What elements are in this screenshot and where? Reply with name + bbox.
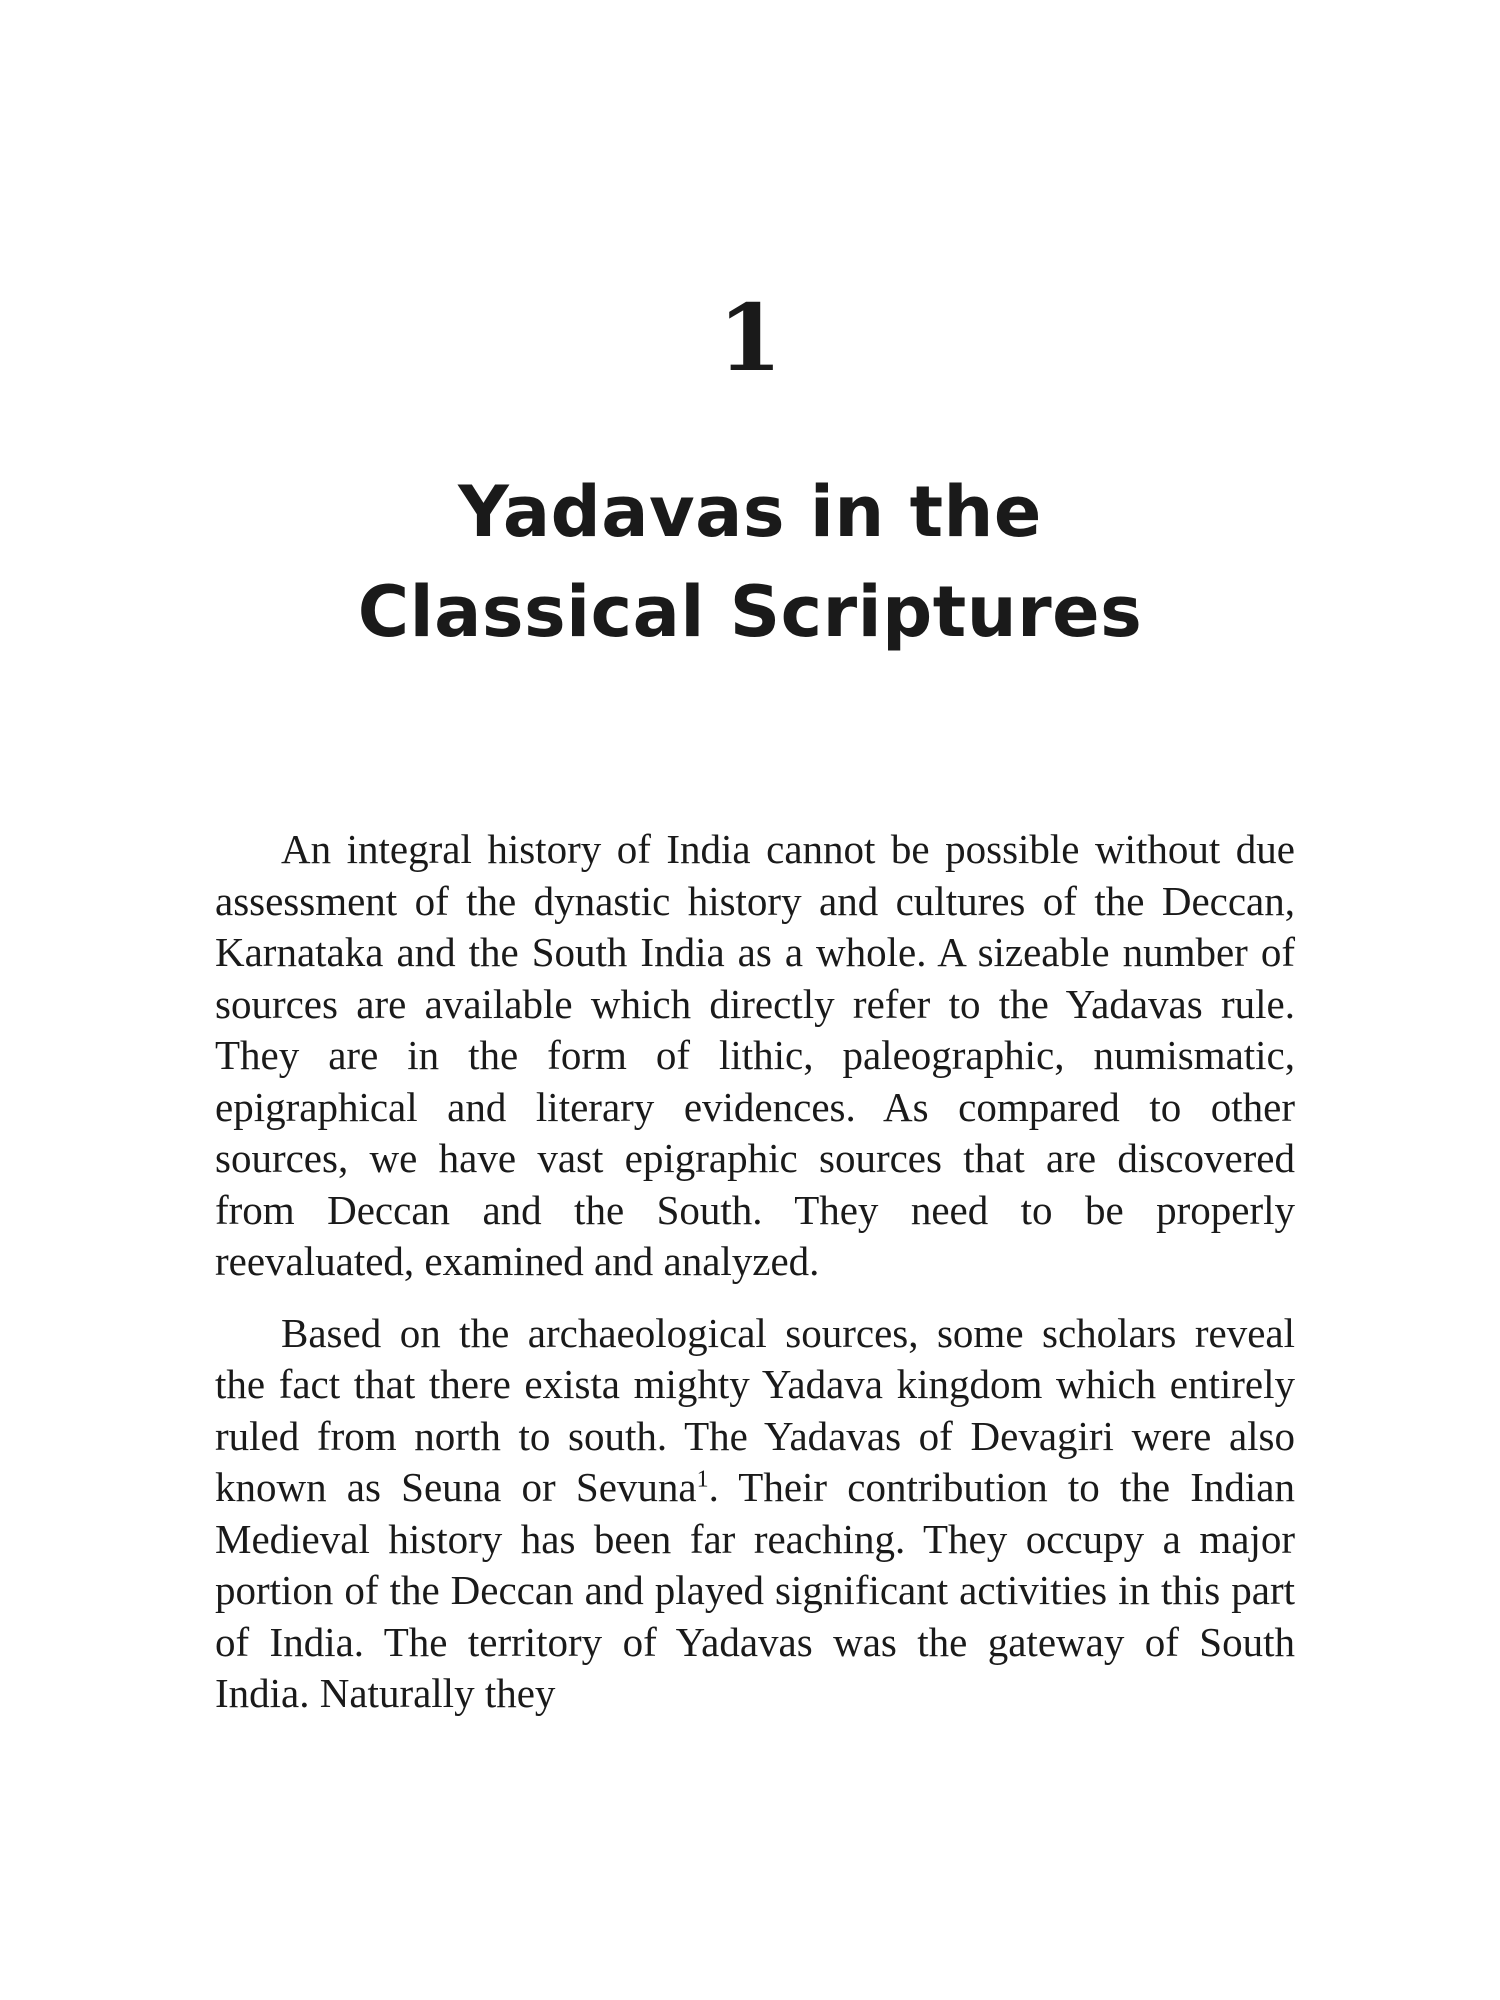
chapter-number: 1 xyxy=(717,284,782,392)
body-text xyxy=(215,824,1295,1740)
paragraph-2-text-before-note: Based on the archaeological sources, some scholars reveal the fact that there exista mighty Yadava kingdom which entirely ruled from north to south. The Yadavas of Devagiri were also known as Seuna or Sevuna xyxy=(215,1309,1295,1510)
chapter-title-line-2: Classical Scriptures xyxy=(357,571,1143,653)
paragraph-2-text-after-note: . Their contribution to the Indian Medieval history has been far reaching. They occupy a major portion of the Deccan and played significant activities in this part of India. The territory of Yadavas was the gateway of South India. Naturally they xyxy=(215,1464,1295,1716)
chapter-title-line-1: Yadavas in the xyxy=(458,471,1042,553)
paragraph-2 xyxy=(215,1308,1295,1720)
paragraph-1: An integral history of India cannot be possible without due assessment of the dynastic history and cultures of the Deccan, Karnataka and the South India as a whole. A sizeable number of sources are available which directly refer to the Yadavas rule. They are in the form of lithic, paleographic, numismatic, epigraphical and literary evidences. As compared to other sources, we have vast epigraphic sources that are discovered from Deccan and the South. They need to be properly reevaluated, examined and analyzed. xyxy=(215,826,1295,1284)
chapter-title xyxy=(0,462,1500,662)
footnote-reference: 1 xyxy=(696,1466,709,1493)
